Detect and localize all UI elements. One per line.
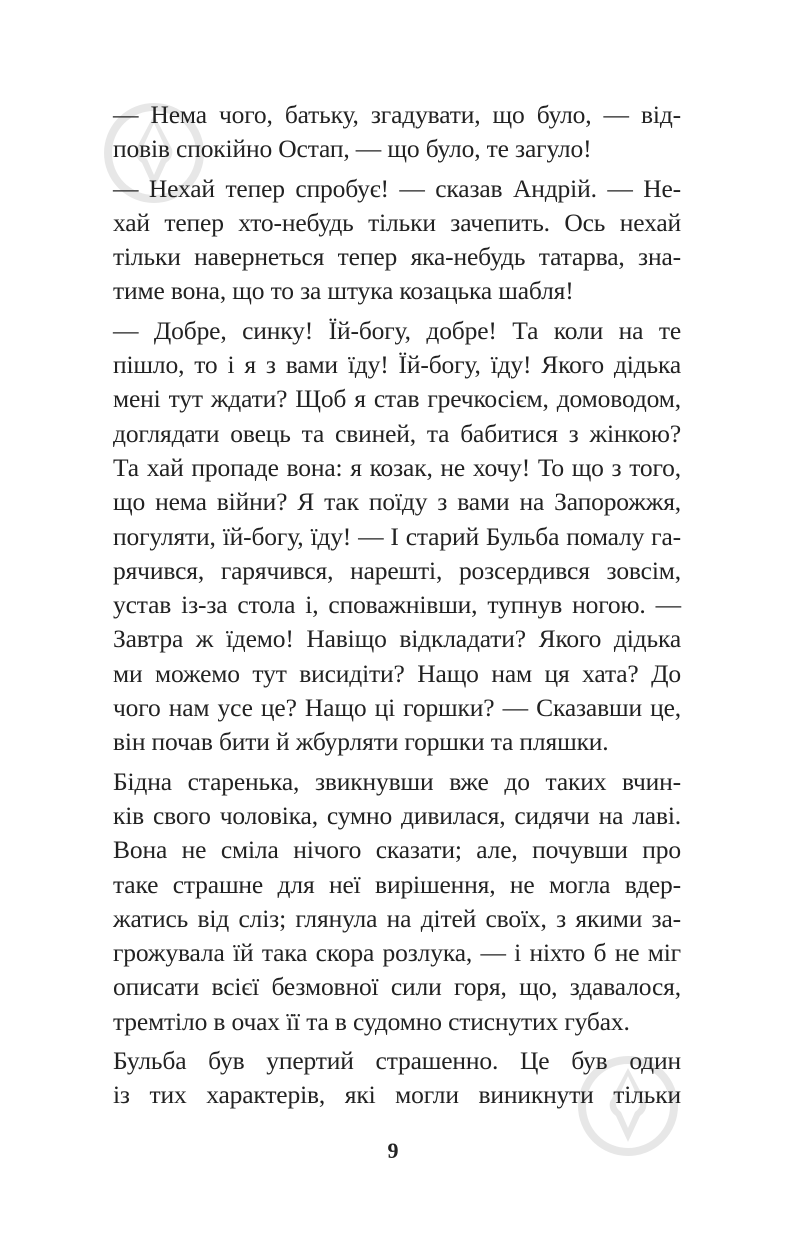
text-line: ків свого чоловіка, сумно дивилася, сидячи на лаві. [113, 800, 681, 830]
text-line: чого нам усе це? Нащо ці горшки? — Сказавши це, [113, 693, 681, 723]
text-line: описати всієї безмовної сили горя, що, здавалося, [113, 972, 681, 1002]
text-line: тільки навернеться тепер яка-небудь татарва, зна- [113, 242, 681, 272]
text-line: ми можемо тут висидіти? Нащо нам ця хата? До [113, 658, 681, 688]
text-line: тремтіло в очах її та в судомно стиснутих губах. [113, 1006, 630, 1036]
text-line: грожувала їй така скора розлука, — і ніхто б не міг [113, 938, 681, 968]
text-line: Вона не сміла нічого сказати; але, почувши про [113, 835, 681, 865]
text-line: тиме вона, що то за штука козацька шабля! [113, 276, 574, 306]
text-line: Завтра ж їдемо! Навіщо відкладати? Якого дідька [113, 624, 681, 654]
text-line: пішло, то і я з вами їду! Їй-богу, їду! Якого дідька [113, 350, 681, 380]
text-line: рячився, гарячився, нарешті, розсердився зовсім, [113, 555, 681, 585]
text-line: погуляти, їй-богу, їду! — І старий Бульба помалу га- [113, 521, 681, 551]
text-line: — Нехай тепер спробує! — сказав Андрій. — Не- [113, 173, 681, 203]
text-line: Та хай пропаде вона: я козак, не хочу! То що з того, [113, 452, 681, 482]
text-line: таке страшне для неї вирішення, не могла вдер- [113, 869, 681, 899]
text-line: Бідна старенька, звикнувши вже до таких вчин- [113, 766, 681, 796]
text-line: — Добре, синку! Їй-богу, добре! Та коли на те [113, 315, 681, 345]
text-line: доглядати овець та свиней, та бабитися з жінкою? [113, 418, 681, 448]
page-body-text [113, 98, 681, 1113]
text-line: із тих характерів, які могли виникнути тільки [113, 1080, 681, 1110]
text-line: повів спокійно Остап, — що було, те загуло! [113, 134, 592, 164]
text-line: хай тепер хто-небудь тільки зачепить. Ось нехай [113, 207, 681, 237]
text-line: Бульба був упертий страшенно. Це був один [113, 1046, 681, 1076]
text-line: — Нема чого, батьку, згадувати, що було, — від- [113, 100, 681, 129]
text-line: устав із-за стола і, споважнівши, тупнув ногою. — [113, 590, 681, 620]
text-line: він почав бити й жбурляти горшки та пляшки. [113, 727, 609, 757]
page-number: 9 [387, 1138, 399, 1163]
text-line: жатись від сліз; глянула на дітей своїх, з якими за- [113, 903, 681, 933]
text-line: мені тут ждати? Щоб я став гречкосієм, домоводом, [113, 384, 681, 414]
text-line: що нема війни? Я так поїду з вами на Запорожжя, [113, 487, 681, 517]
